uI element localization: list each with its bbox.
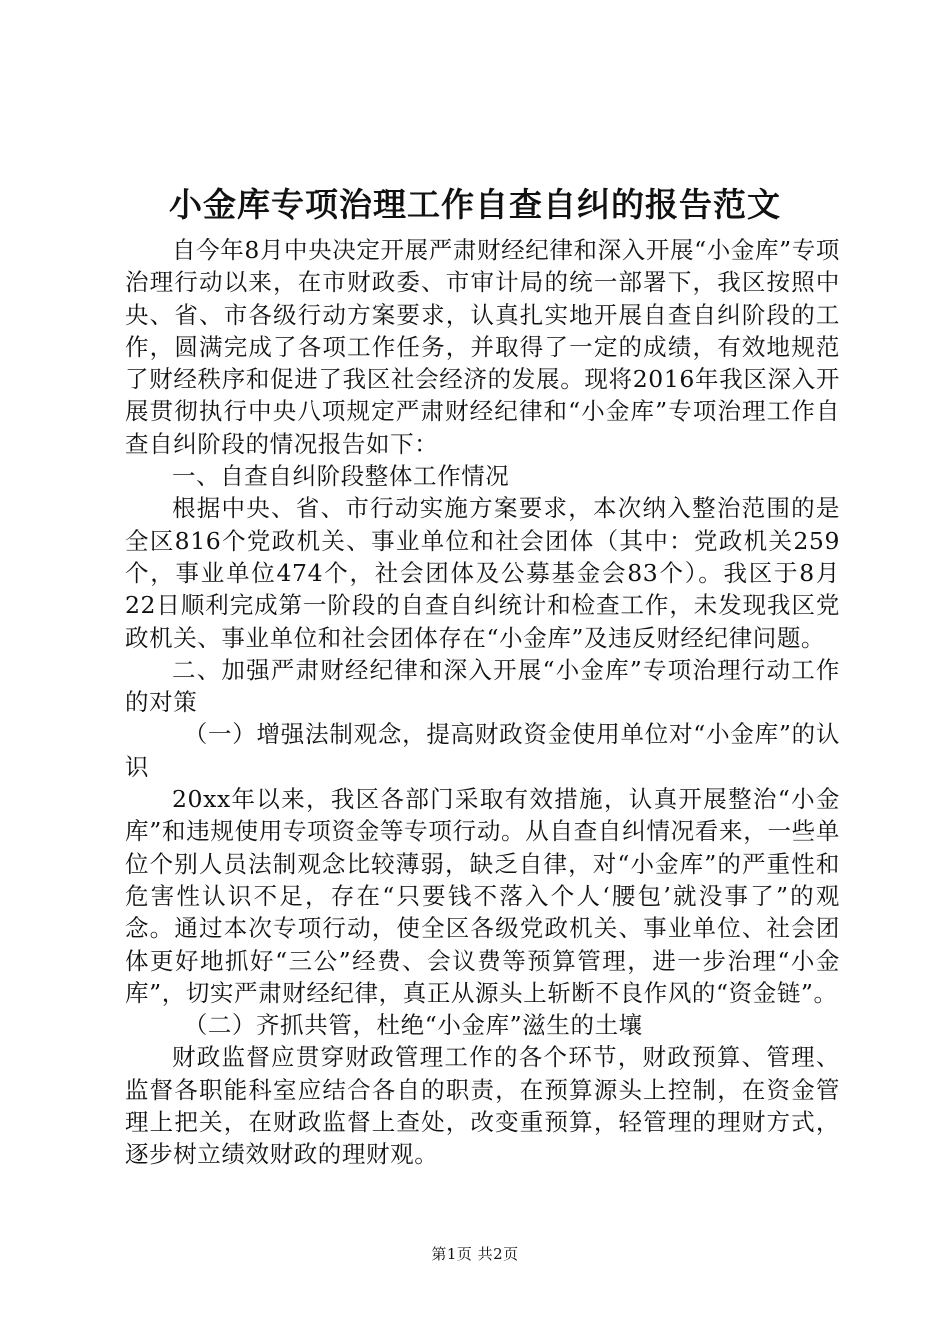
subsection-1-paragraph: 20xx年以来，我区各部门采取有效措施，认真开展整治“小金库”和违规使用专项资金等专项行动。从自查自纠情况看来，一些单位个别人员法制观念比较薄弱，缺乏自律，对“小金库”的严重性和危害性认识不足，存在“只要钱不落入个人‘腰包’就没事了”的观念。通过本次专项行动，使全区各级党政机关、事业单位、社会团体更好地抓好“三公”经费、会议费等预算管理，进一步治理“小金库”，切实严肃财经纪律，真正从源头上斩断不良作风的“资金链”。 — [125, 785, 840, 1007]
intro-paragraph: 自今年8月中央决定开展严肃财经纪律和深入开展“小金库”专项治理行动以来，在市财政委、市审计局的统一部署下，我区按照中央、省、市各级行动方案要求，认真扎实地开展自查自纠阶段的工作，圆满完成了各项工作任务，并取得了一定的成绩，有效地规范了财经秩序和促进了我区社会经济的发展。现将2016年我区深入开展贯彻执行中央八项规定严肃财经纪律和“小金库”专项治理工作自查自纠阶段的情况报告如下： — [125, 236, 840, 458]
section-1-paragraph: 根据中央、省、市行动实施方案要求，本次纳入整治范围的是全区816个党政机关、事业单位和社会团体（其中：党政机关259个，事业单位474个，社会团体及公募基金会83个）。我区于8月22日顺利完成第一阶段的自查自纠统计和检查工作，未发现我区党政机关、事业单位和社会团体存在“小金库”及违反财经纪律问题。 — [125, 494, 840, 652]
subsection-2-paragraph: 财政监督应贯穿财政管理工作的各个环节，财政预算、管理、监督各职能科室应结合各自的职责，在预算源头上控制，在资金管理上把关，在财政监督上查处，改变重预算，轻管理的理财方式，逐步树立绩效财政的理财观。 — [125, 1043, 840, 1169]
page-footer: 第1页 共2页 — [431, 1245, 519, 1263]
subsection-heading-1: （一）增强法制观念，提高财政资金使用单位对“小金库”的认识 — [125, 720, 840, 781]
document-title: 小金库专项治理工作自查自纠的报告范文 — [169, 185, 781, 224]
section-heading-1: 一、自查自纠阶段整体工作情况 — [172, 462, 510, 491]
section-heading-2: 二、加强严肃财经纪律和深入开展“小金库”专项治理行动工作的对策 — [125, 655, 840, 717]
document-body — [125, 234, 840, 1171]
subsection-heading-2: （二）齐抓共管，杜绝“小金库”滋生的土壤 — [183, 1011, 643, 1040]
